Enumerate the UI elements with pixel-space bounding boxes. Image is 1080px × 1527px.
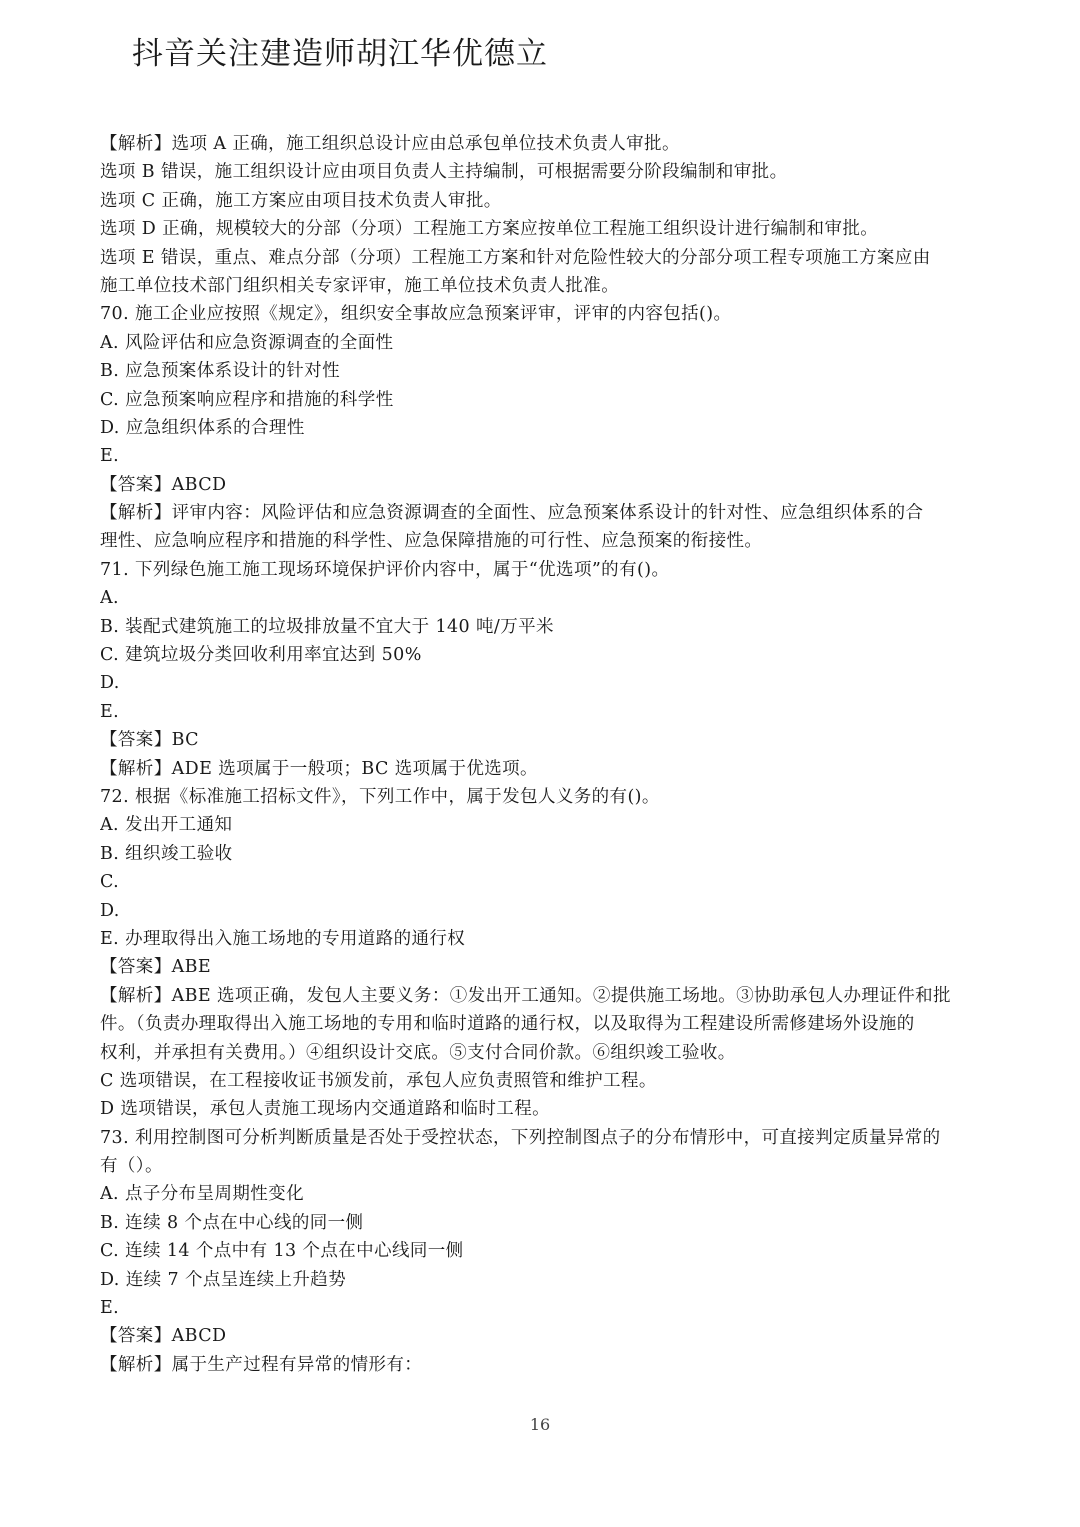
text-line: E. (100, 446, 120, 467)
text-line: B. 应急预案体系设计的针对性 (100, 361, 340, 382)
text-line: E. 办理取得出入施工场地的专用道路的通行权 (100, 928, 466, 949)
text-line: B. 连续 8 个点在中心线的同一侧 (100, 1212, 364, 1233)
text-line: C. (100, 872, 120, 893)
text-line: A. 点子分布呈周期性变化 (100, 1184, 304, 1205)
text-line: D. (100, 673, 120, 694)
text-line: 施工单位技术部门组织相关专家评审，施工单位技术负责人批准。 (100, 275, 620, 296)
text-line: 选项 C 正确，施工方案应由项目技术负责人审批。 (100, 190, 502, 211)
text-line: B. 组织竣工验收 (100, 843, 233, 864)
text-line: 【答案】ABCD (100, 474, 227, 495)
text-line: 【解析】ADE 选项属于一般项；BC 选项属于优选项。 (100, 758, 538, 779)
text-line: 选项 D 正确，规模较大的分部（分项）工程施工方案应按单位工程施工组织设计进行编制和审批。 (100, 219, 879, 240)
text-line: 【答案】BC (100, 730, 199, 751)
text-line: E. (100, 701, 120, 722)
text-line: E. (100, 1298, 120, 1319)
text-line: 71. 下列绿色施工施工现场环境保护评价内容中，属于“优选项”的有()。 (100, 559, 670, 580)
page-header-title: 抖音关注建造师胡江华优德立 (132, 36, 548, 72)
text-line: A. 发出开工通知 (100, 815, 233, 836)
text-line: C 选项错误，在工程接收证书颁发前，承包人应负责照管和维护工程。 (100, 1070, 657, 1091)
text-line: 有（）。 (100, 1156, 163, 1177)
text-line: 73. 利用控制图可分析判断质量是否处于受控状态，下列控制图点子的分布情形中，可直接判定质量异常的 (100, 1127, 941, 1148)
text-line: B. 装配式建筑施工的垃圾排放量不宜大于 140 吨/万平米 (100, 616, 554, 637)
text-line: 【解析】ABE 选项正确，发包人主要义务：①发出开工通知。②提供施工场地。③协助承包人办理证件和批 (100, 985, 951, 1006)
text-line: C. 应急预案响应程序和措施的科学性 (100, 389, 394, 410)
text-line: C. 建筑垃圾分类回收利用率宜达到 50% (100, 645, 422, 666)
text-line: A. (100, 588, 120, 609)
text-line: A. 风险评估和应急资源调查的全面性 (100, 332, 394, 353)
text-line: 理性、应急响应程序和措施的科学性、应急保障措施的可行性、应急预案的衔接性。 (100, 531, 763, 552)
text-line: 【解析】选项 A 正确，施工组织总设计应由总承包单位技术负责人审批。 (100, 134, 680, 154)
text-line: 【解析】属于生产过程有异常的情形有： (100, 1354, 423, 1375)
text-line: 【答案】ABCD (100, 1326, 227, 1347)
text-line: 70. 施工企业应按照《规定》，组织安全事故应急预案评审，评审的内容包括()。 (100, 304, 732, 325)
text-line: D 选项错误，承包人责施工现场内交通道路和临时工程。 (100, 1099, 550, 1120)
text-line: 选项 B 错误，施工组织设计应由项目负责人主持编制，可根据需要分阶段编制和审批。 (100, 162, 788, 183)
text-line: C. 连续 14 个点中有 13 个点在中心线同一侧 (100, 1241, 464, 1262)
text-line: 选项 E 错误，重点、难点分部（分项）工程施工方案和针对危险性较大的分部分项工程专项施工方案应由 (100, 247, 931, 268)
text-line: D. (100, 900, 120, 921)
text-line: 【答案】ABE (100, 957, 212, 978)
document-body (100, 130, 986, 1379)
text-line: 权利，并承担有关费用。）④组织设计交底。⑤支付合同价款。⑥组织竣工验收。 (100, 1042, 736, 1063)
page-number: 16 (529, 1415, 551, 1434)
text-line: 件。（负责办理取得出入施工场地的专用和临时道路的通行权，以及取得为工程建设所需修建场外设施的 (100, 1014, 915, 1035)
text-line: D. 连续 7 个点呈连续上升趋势 (100, 1269, 347, 1290)
text-line: D. 应急组织体系的合理性 (100, 417, 305, 438)
text-line: 72. 根据《标准施工招标文件》，下列工作中，属于发包人义务的有()。 (100, 786, 660, 807)
text-line: 【解析】评审内容：风险评估和应急资源调查的全面性、应急预案体系设计的针对性、应急组织体系的合 (100, 503, 924, 524)
